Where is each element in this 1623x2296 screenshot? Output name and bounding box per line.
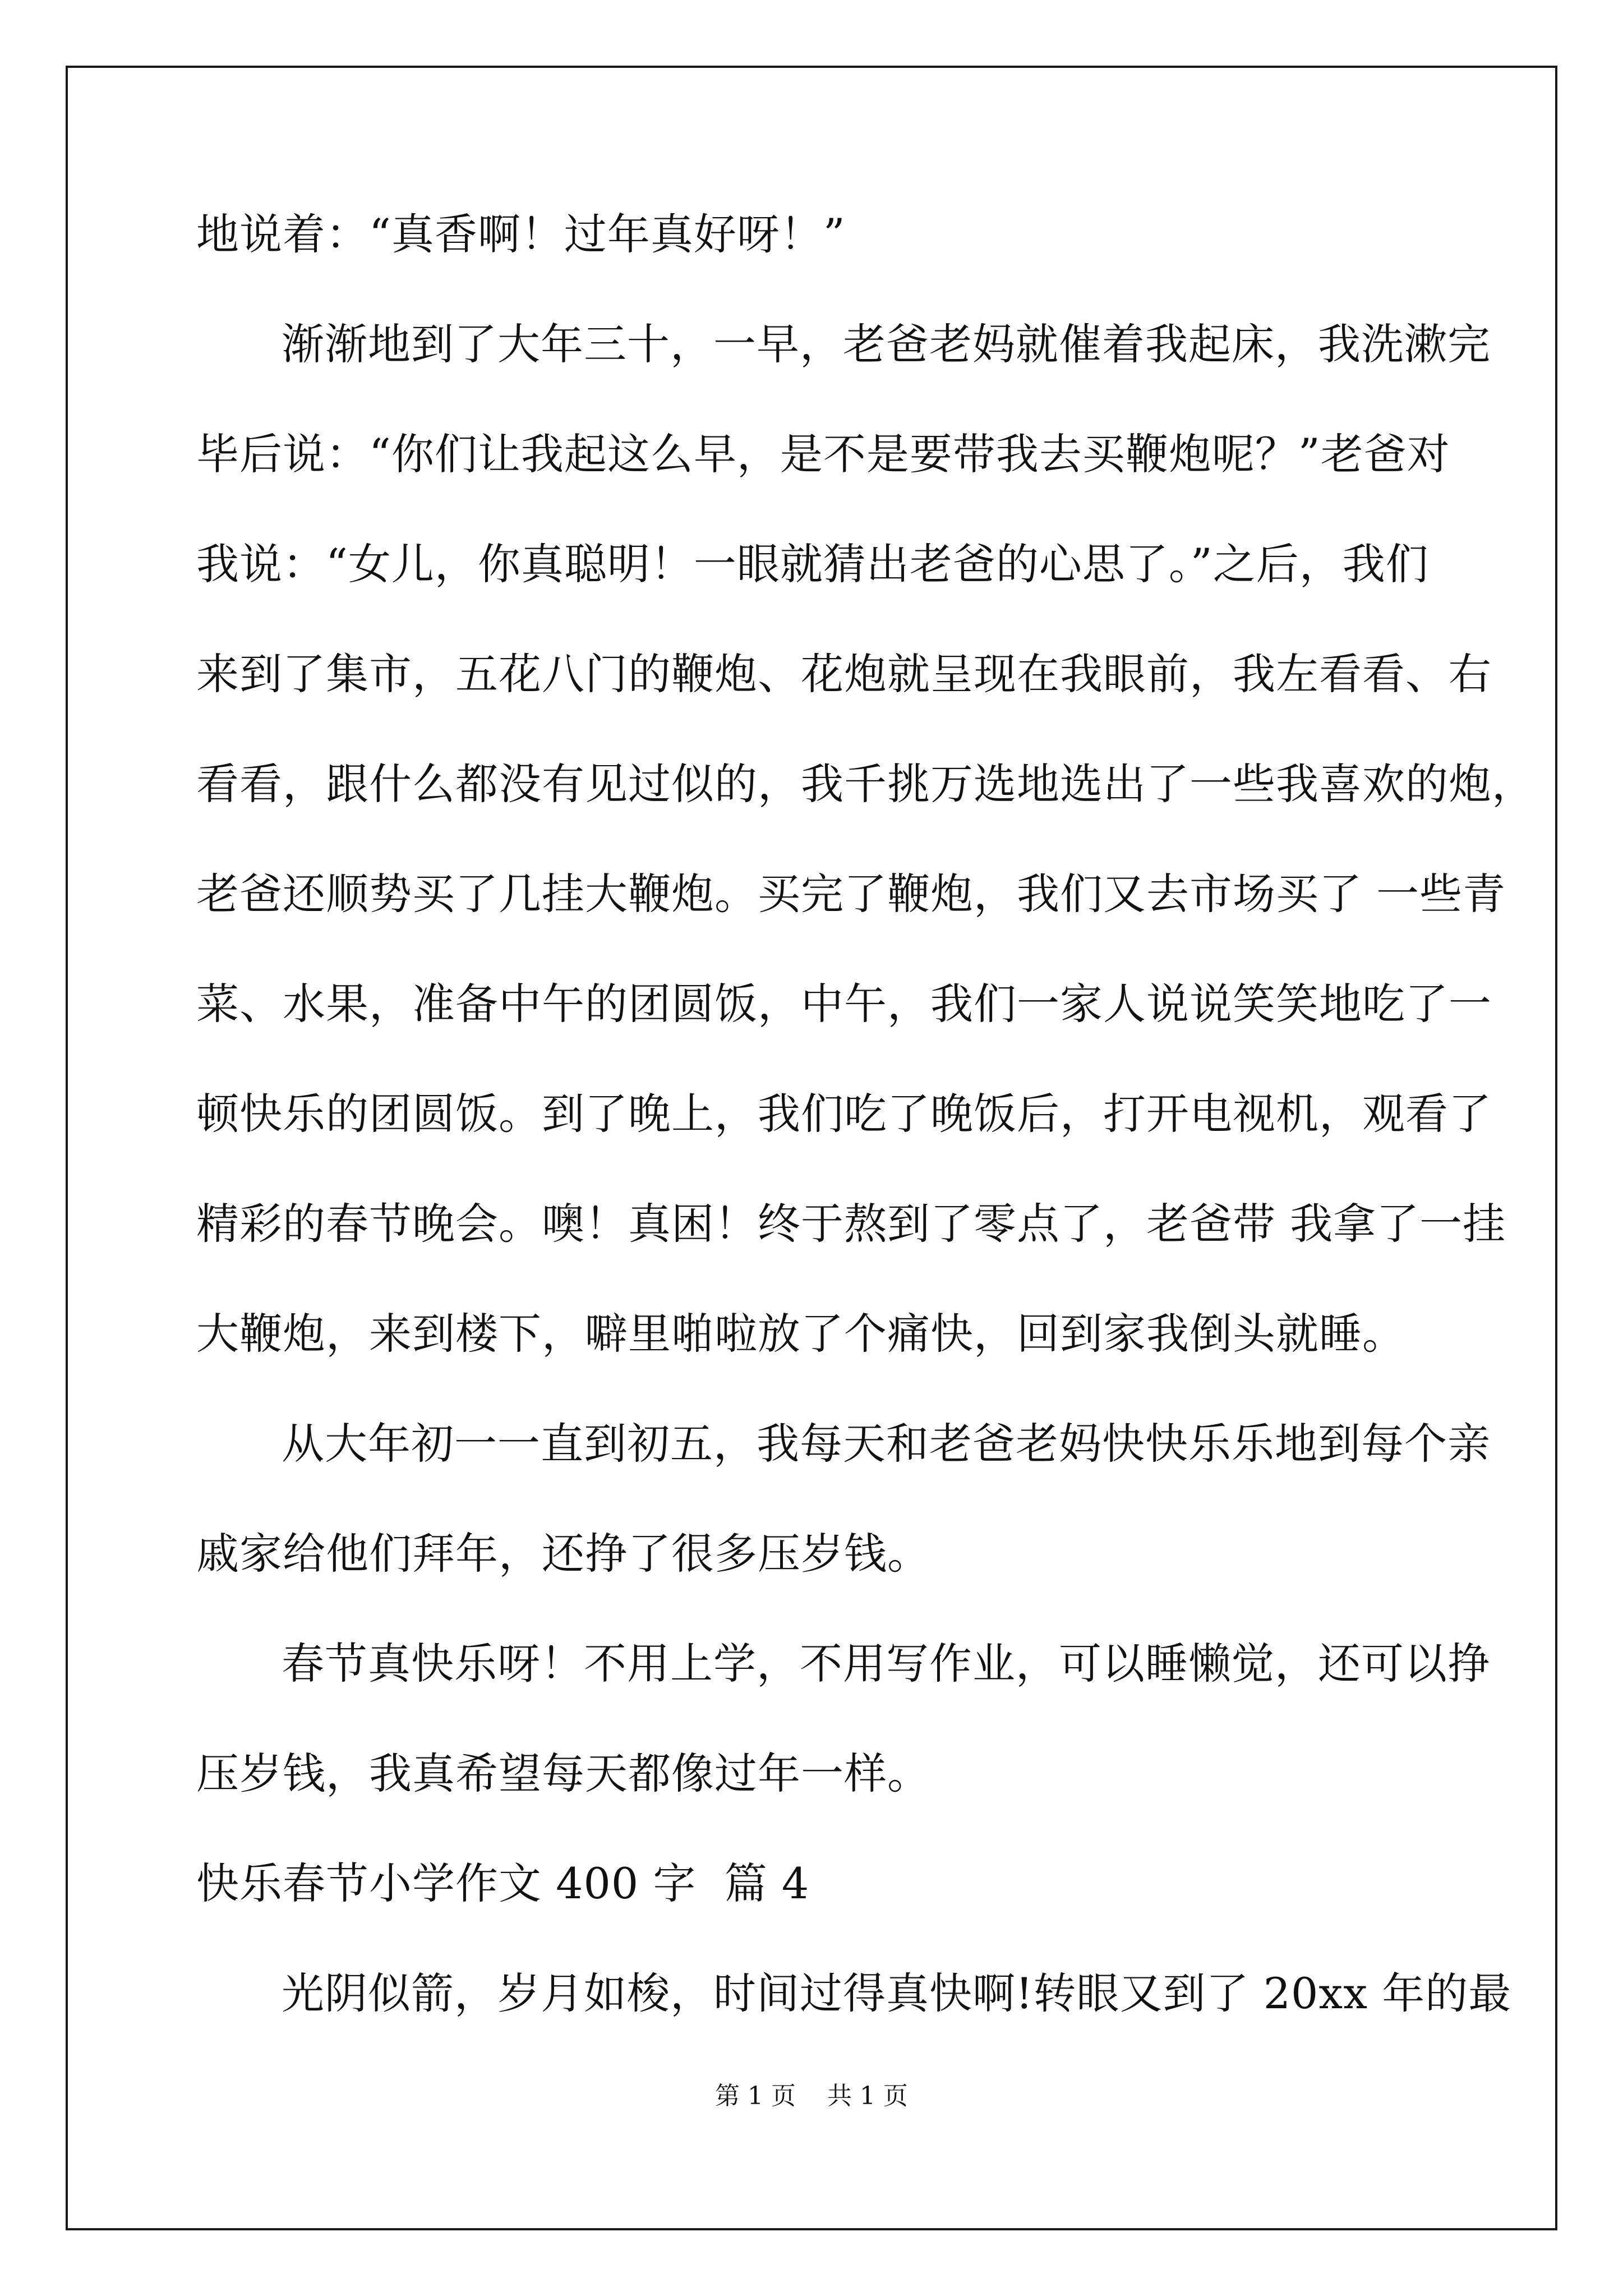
paragraph-line: 菜、水果，准备中午的团圆饭，中午，我们一家人说说笑笑地吃了一 [196, 979, 1492, 1029]
paragraph-line: 渐渐地到了大年三十，一早，老爸老妈就催着我起床，我洗漱完 [282, 319, 1491, 369]
paragraph-line: 大鞭炮，来到楼下，噼里啪啦放了个痛快，回到家我倒头就睡。 [196, 1309, 1405, 1359]
paragraph-line: 毕后说：“你们让我起这么早，是不是要带我去买鞭炮呢？”老爸对 [196, 429, 1450, 479]
paragraph-line: 光阴似箭，岁月如梭，时间过得真快啊!转眼又到了 20xx 年的最 [282, 1968, 1512, 2018]
page-number-footer: 第 1 页 共 1 页 [715, 2082, 908, 2110]
paragraph-line: 看看，跟什么都没有见过似的，我千挑万选地选出了一些我喜欢的炮， [196, 759, 1535, 809]
paragraph-line: 顿快乐的团圆饭。到了晚上，我们吃了晚饭后，打开电视机，观看了 [196, 1089, 1492, 1139]
paragraph-line: 压岁钱，我真希望每天都像过年一样。 [196, 1749, 930, 1798]
paragraph-line: 精彩的春节晚会。噢！真困！终于熬到了零点了，老爸带 我拿了一挂 [196, 1199, 1506, 1249]
paragraph-line: 地说着：“真香啊！过年真好呀！” [196, 209, 846, 259]
paragraph-line: 从大年初一一直到初五，我每天和老爸老妈快快乐乐地到每个亲 [282, 1419, 1491, 1469]
section-heading: 快乐春节小学作文 400 字 篇 4 [196, 1858, 810, 1908]
paragraph-line: 来到了集市，五花八门的鞭炮、花炮就呈现在我眼前，我左看看、右 [196, 649, 1492, 699]
document-body [196, 180, 1535, 2049]
paragraph-line: 老爸还顺势买了几挂大鞭炮。买完了鞭炮，我们又去市场买了 一些青 [196, 869, 1506, 919]
paragraph-line: 戚家给他们拜年，还挣了很多压岁钱。 [196, 1529, 930, 1579]
paragraph-line: 春节真快乐呀！不用上学，不用写作业，可以睡懒觉，还可以挣 [282, 1639, 1491, 1688]
paragraph-line: 我说：“女儿，你真聪明！一眼就猜出老爸的心思了。”之后，我们 [196, 539, 1429, 589]
